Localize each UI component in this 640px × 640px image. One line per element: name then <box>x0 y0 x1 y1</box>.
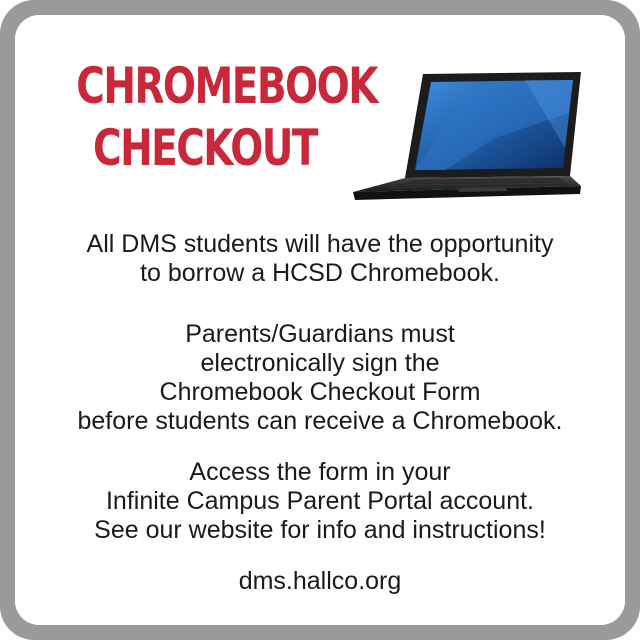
info-paragraph-2 <box>20 320 620 436</box>
p1-line-2: to borrow a HCSD Chromebook. <box>140 259 500 287</box>
p2-line-4: before students can receive a Chromebook. <box>77 407 563 435</box>
title-line-1: CHROMEBOOK <box>76 57 377 115</box>
laptop-icon <box>345 68 585 208</box>
p3-line-1: Access the form in your <box>189 458 451 486</box>
p2-line-1: Parents/Guardians must <box>185 320 455 348</box>
p2-line-3: Chromebook Checkout Form <box>159 378 481 406</box>
p2-line-2: electronically sign the <box>200 349 440 377</box>
p3-line-2: Infinite Campus Parent Portal account. <box>105 487 534 515</box>
p1-line-1: All DMS students will have the opportunity <box>86 230 554 258</box>
title-line-2: CHECKOUT <box>93 119 317 177</box>
info-paragraph-3 <box>20 458 620 545</box>
flyer-title <box>76 55 377 179</box>
p3-line-3: See our website for info and instructions! <box>94 516 546 544</box>
website-url: dms.hallco.org <box>238 567 402 595</box>
info-paragraph-1 <box>20 230 620 288</box>
